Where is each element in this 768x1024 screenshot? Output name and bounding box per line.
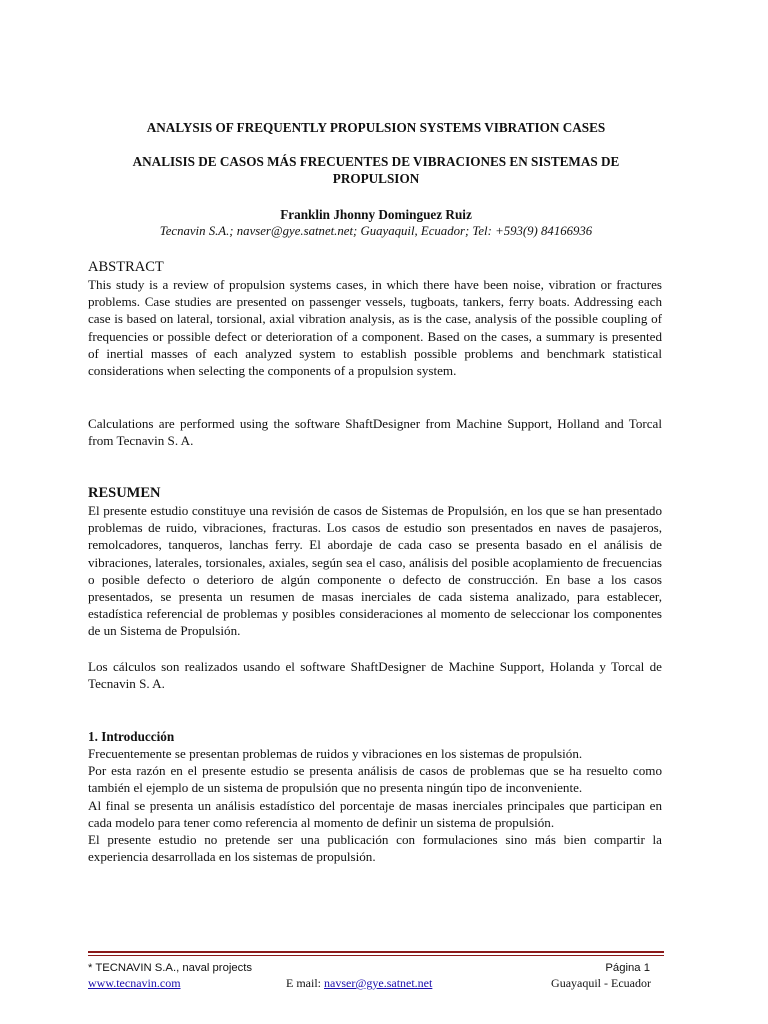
introduction-line: Al final se presenta un análisis estadístico del porcentaje de masas inerciales principales que participan en cada modelo para tener como referencia al momento de definir un sistema de propulsión.	[88, 797, 662, 830]
resumen-paragraph-1: El presente estudio constituye una revisión de casos de Sistemas de Propulsión, en los que se han presentado problemas de ruido, vibraciones, fracturas. Los casos de estudio son presentados en naves de pasajeros, remolcadores, tanqueros, lanchas ferry. El abordaje de cada caso se presenta basado en el análisis de vibraciones, laterales, torsionales, axiales, según sea el caso, análisis del posible acoplamiento de frecuencias o posible defecto o deterioro de algún componente o defecto de construcción. En base a los casos presentados, se presenta un resumen de masas inerciales de cada sistema analizado, para establecer, estadística referencial de problemas y posibles consideraciones al momento de seleccionar los componentes de un Sistema de Propulsión.	[88, 503, 662, 639]
footer-email	[286, 976, 432, 990]
footer-company: * TECNAVIN S.A., naval projects	[88, 962, 253, 974]
introduction-line: Por esta razón en el presente estudio se presenta análisis de casos de problemas que se ha resuelto como también el ejemplo de un sistema de propulsión que no presenta ningún tipo de inconveniente.	[88, 763, 662, 796]
abstract-paragraph-1: This study is a review of propulsion systems cases, in which there have been noise, vibration or fractures problems. Case studies are presented on passenger vessels, tugboats, tankers, ferry boats. Addressing each case is based on lateral, torsional, axial vibration analysis, as is the case, analysis of the possible coupling of frequencies or possible defect or deterioration of a component. Based on the cases, a summary is presented of inertial masses of each analyzed system to establish possible problems and benchmark statistical considerations when selecting the components of a propulsion system.	[88, 277, 662, 379]
title-spanish	[88, 153, 664, 187]
footer-email-label: E mail:	[286, 976, 324, 990]
footer-email-link[interactable]: navser@gye.satnet.net	[324, 976, 433, 990]
resumen-paragraph-2: Los cálculos son realizados usando el software ShaftDesigner de Machine Support, Holanda y Torcal de Tecnavin S. A.	[88, 659, 662, 692]
author-name: Franklin Jhonny Dominguez Ruiz	[280, 207, 472, 222]
title-spanish-line2: PROPULSION	[332, 171, 420, 186]
author-affiliation: Tecnavin S.A.; navser@gye.satnet.net; Guayaquil, Ecuador; Tel: +593(9) 84166936	[159, 224, 593, 238]
footer-website-link[interactable]: www.tecnavin.com	[88, 976, 181, 990]
introduction-body	[88, 745, 662, 865]
footer-location: Guayaquil - Ecuador	[551, 976, 651, 990]
abstract-paragraph-2: Calculations are performed using the software ShaftDesigner from Machine Support, Holland and Torcal from Tecnavin S. A.	[88, 416, 662, 449]
introduction-heading: 1. Introducción	[88, 729, 175, 744]
title-spanish-line1: ANALISIS DE CASOS MÁS FRECUENTES DE VIBRACIONES EN SISTEMAS DE	[132, 154, 620, 169]
resumen-heading: RESUMEN	[88, 485, 161, 501]
abstract-heading: ABSTRACT	[88, 259, 164, 275]
title-english: ANALYSIS OF FREQUENTLY PROPULSION SYSTEMS VIBRATION CASES	[146, 120, 606, 135]
footer-rule-thick	[88, 951, 664, 953]
footer-page-number: Página 1	[605, 962, 650, 974]
footer-rule-thin	[88, 955, 664, 956]
introduction-line: El presente estudio no pretende ser una publicación con formulaciones sino más bien compartir la experiencia desarrollada en los sistemas de propulsión.	[88, 832, 662, 865]
introduction-line: Frecuentemente se presentan problemas de ruidos y vibraciones en los sistemas de propulsión.	[88, 746, 583, 761]
